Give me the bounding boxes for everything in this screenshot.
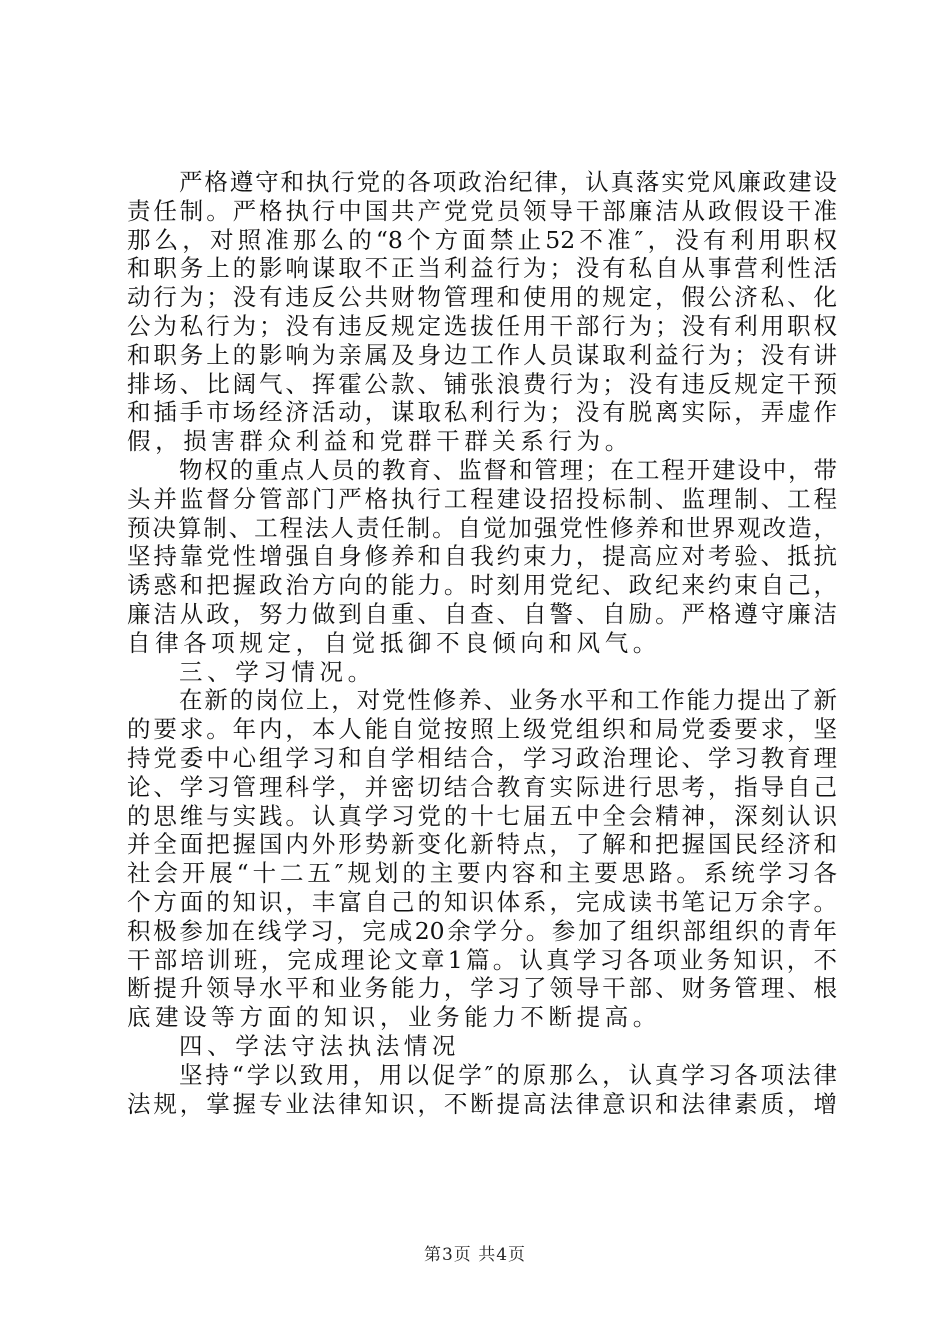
text-line: 自律各项规定，自觉抵御不良倾向和风气。 — [127, 628, 661, 657]
text-line: 底建设等方面的知识，业务能力不断提高。 — [127, 1003, 661, 1032]
text-line: 和职务上的影响为亲属及身边工作人员谋取利益行为；没有讲 — [127, 340, 837, 369]
text-line: 三、学习情况。 — [179, 657, 376, 686]
text-line: 预决算制、工程法人责任制。自觉加强党性修养和世界观改造， — [127, 513, 837, 542]
text-line: 那么，对照准那么的“8个方面禁止52不准″，没有利用职权 — [127, 225, 837, 254]
text-line: 坚持靠党性增强自身修养和自我约束力，提高应对考验、抵抗 — [127, 542, 837, 571]
text-line: 法规，掌握专业法律知识，不断提高法律意识和法律素质，增 — [127, 1089, 837, 1118]
text-line: 动行为；没有违反公共财物管理和使用的规定，假公济私、化 — [127, 283, 837, 312]
text-line: 断提升领导水平和业务能力，学习了领导干部、财务管理、根 — [127, 974, 837, 1003]
text-line: 诱惑和把握政治方向的能力。时刻用党纪、政纪来约束自己， — [127, 571, 837, 600]
text-line: 公为私行为；没有违反规定选拔任用干部行为；没有利用职权 — [127, 311, 837, 340]
text-line: 并全面把握国内外形势新变化新特点，了解和把握国民经济和 — [127, 830, 837, 859]
text-line: 和插手市场经济活动，谋取私利行为；没有脱离实际，弄虚作 — [127, 398, 837, 427]
text-line: 排场、比阔气、挥霍公款、铺张浪费行为；没有违反规定干预 — [127, 369, 837, 398]
page-footer: 第3页 共4页 — [423, 1245, 527, 1265]
text-line: 严格遵守和执行党的各项政治纪律，认真落实党风廉政建设 — [179, 168, 837, 196]
text-line: 和职务上的影响谋取不正当利益行为；没有私自从事营利性活 — [127, 254, 837, 283]
document-body — [127, 168, 837, 1118]
text-line: 论、学习管理科学，并密切结合教育实际进行思考，指导自己 — [127, 772, 837, 801]
text-line: 四、学法守法执法情况 — [179, 1031, 460, 1060]
text-line: 责任制。严格执行中国共产党党员领导干部廉洁从政假设干准 — [127, 196, 837, 225]
text-line: 社会开展“十二五″规划的主要内容和主要思路。系统学习各 — [127, 859, 837, 888]
text-line: 持党委中心组学习和自学相结合，学习政治理论、学习教育理 — [127, 743, 837, 772]
text-line: 廉洁从政，努力做到自重、自查、自警、自励。严格遵守廉洁 — [127, 599, 837, 628]
text-line: 的要求。年内，本人能自觉按照上级党组织和局党委要求，坚 — [127, 715, 837, 744]
text-line: 头并监督分管部门严格执行工程建设招投标制、监理制、工程 — [127, 484, 837, 513]
text-line: 干部培训班，完成理论文章1篇。认真学习各项业务知识，不 — [127, 945, 837, 974]
text-line: 假，损害群众利益和党群干群关系行为。 — [127, 427, 633, 456]
text-line: 坚持“学以致用，用以促学″的原那么，认真学习各项法律 — [179, 1060, 837, 1089]
text-line: 的思维与实践。认真学习党的十七届五中全会精神，深刻认识 — [127, 801, 837, 830]
text-line: 物权的重点人员的教育、监督和管理；在工程开建设中，带 — [179, 455, 837, 484]
text-line: 积极参加在线学习，完成20余学分。参加了组织部组织的青年 — [127, 916, 837, 945]
text-line: 个方面的知识，丰富自己的知识体系，完成读书笔记万余字。 — [127, 887, 837, 916]
text-line: 在新的岗位上，对党性修养、业务水平和工作能力提出了新 — [179, 686, 837, 715]
